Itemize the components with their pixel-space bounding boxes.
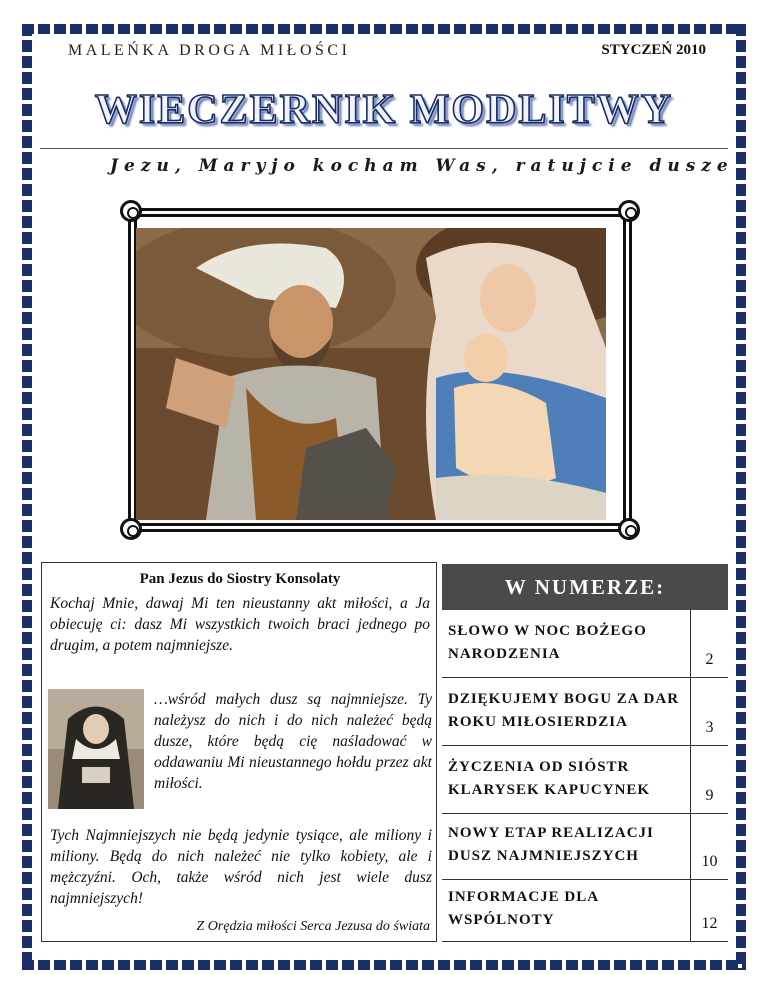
page-border-top xyxy=(22,24,746,34)
nun-portrait xyxy=(48,689,144,809)
quote-box xyxy=(41,562,437,942)
issue-date: STYCZEŃ 2010 xyxy=(601,42,706,58)
toc-item-title: SŁOWO W NOC BOŻEGO NARODZENIA xyxy=(448,623,647,662)
quote-heading: Pan Jezus do Siostry Konsolaty xyxy=(139,571,341,587)
quote-paragraph-2: …wśród małych dusz są najmniejsze. Ty należysz do nich i do nich należeć będą dusze, które będą cię naśladować w oddawaniu Mi nieustannego hołdu przez akt miłości. xyxy=(154,691,432,792)
toc-item-title: NOWY ETAP REALIZACJI DUSZ NAJMNIEJSZYCH xyxy=(448,825,654,864)
toc-item[interactable] xyxy=(442,814,728,880)
toc-item-title: DZIĘKUJEMY BOGU ZA DAR ROKU MIŁOSIERDZIA xyxy=(448,691,680,730)
motto: Jezu, Maryjo kocham Was, ratujcie dusze xyxy=(110,156,734,176)
toc-item[interactable] xyxy=(442,678,728,746)
toc-item-page: 12 xyxy=(690,880,728,941)
toc-item-title: INFORMACJE DLA WSPÓLNOTY xyxy=(448,889,599,928)
toc-heading: W NUMERZE: xyxy=(442,564,728,610)
quote-paragraph-3: Tych Najmniejszych nie będą jedynie tysiące, ale miliony i miliony. Będą do nich należeć nie tylko kobiety, ale i mężczyźni. Och, także wśród nich jest wiele dusz najmniejszych! xyxy=(50,827,432,907)
quote-paragraph-1: Kochaj Mnie, dawaj Mi ten nieustanny akt miłości, a Ja obiecuję ci: dasz Mi wszystkich twoich braci jednego po drugim, a potem najmniejsze. xyxy=(50,595,430,654)
toc-item-page: 9 xyxy=(690,746,728,813)
title-divider xyxy=(40,148,728,149)
page-border-left xyxy=(22,24,32,970)
toc-item-page: 2 xyxy=(690,610,728,677)
toc-item-title: ŻYCZENIA OD SIÓSTR KLARYSEK KAPUCYNEK xyxy=(448,759,651,798)
nativity-photo xyxy=(136,228,606,520)
toc-item[interactable] xyxy=(442,880,728,942)
toc-item[interactable] xyxy=(442,610,728,678)
newsletter-title: WIECZERNIK MODLITWY xyxy=(94,87,674,133)
series-name: MALEŃKA DROGA MIŁOŚCI xyxy=(68,42,351,59)
toc-item[interactable] xyxy=(442,746,728,814)
quote-source: Z Orędzia miłości Serca Jezusa do świata xyxy=(196,919,430,934)
toc-item-page: 3 xyxy=(690,678,728,745)
page-border-bottom xyxy=(22,960,746,970)
page-border-right xyxy=(736,24,746,970)
toc-item-page: 10 xyxy=(690,814,728,879)
